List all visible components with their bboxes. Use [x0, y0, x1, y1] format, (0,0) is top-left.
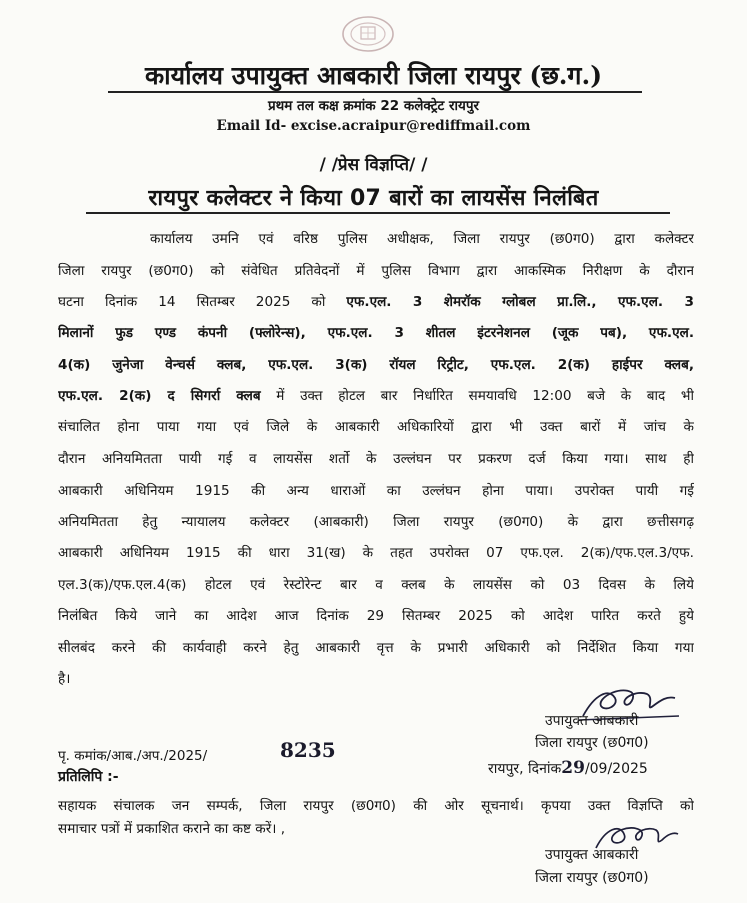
signature-2-designation: उपायुक्त आबकारी: [545, 847, 639, 863]
text-segment: आबकारी अधिनियम 1915 की अन्य धाराओं का उल्लंघन होना पाया। उपरोक्त पायी गई: [58, 483, 694, 499]
text-segment: जिला रायपुर (छ0ग0) को संवेधित प्रतिवेदनों में पुलिस विभाग द्वारा आकस्मिक निरीक्षण के दौरान: [58, 263, 694, 279]
text-segment: है।: [58, 671, 71, 687]
copy-to-label: प्रतिलिपि :-: [58, 769, 119, 785]
body-line: [58, 573, 694, 597]
body-line: [58, 604, 694, 628]
body-line: [58, 510, 694, 534]
signature-1-designation: उपायुक्त आबकारी: [545, 713, 639, 729]
body-line: [58, 384, 694, 408]
office-address: प्रथम तल कक्ष क्रमांक 22 कलेक्ट्रेट रायपुर: [267, 98, 480, 114]
headline-underline: [86, 212, 670, 214]
bold-text-segment: 4(क) जुनेजा वेन्चर्स क्लब, एफ.एल. 3(क) रॉयल रिट्रीट, एफ.एल. 2(क) हाईपर क्लब,: [58, 357, 694, 373]
text-segment: निलंबित किये जाने का आदेश आज दिनांक 29 सितम्बर 2025 को आदेश पारित करते हुये: [58, 608, 694, 624]
body-line: [58, 479, 694, 503]
text-segment: सीलबंद करने की कार्यवाही करने हेतु आबकारी वृत्त के प्रभारी अधिकारी को निर्देशित किया गया: [58, 640, 694, 656]
bold-text-segment: एफ.एल. 3 शेमरॉक ग्लोबल प्रा.लि., एफ.एल. 3: [346, 294, 694, 310]
signature-1-district: जिला रायपुर (छ0ग0): [535, 735, 649, 751]
text-segment: एल.3(क)/एफ.एल.4(क) होटल एवं रेस्टोरेन्ट बार व क्लब के लायसेंस को 03 दिवस के लिये: [58, 577, 694, 593]
handwritten-reference-number: 8235: [280, 738, 336, 762]
body-line: [58, 353, 694, 377]
body-line: [58, 447, 694, 471]
body-line: [58, 636, 694, 660]
body-line: [150, 227, 694, 251]
text-segment: में उक्त होटल बार निर्धारित समयावधि 12:00 बजे के बाद भी: [260, 388, 694, 404]
copy-line: समाचार पत्रों में प्रकाशित कराने का कष्ट करें। ,: [58, 821, 286, 837]
title-underline: [108, 91, 642, 93]
text-segment: दौरान अनियमितता पायी गई व लायसेंस शर्तो के उल्लंघन पर प्रकरण दर्ज किया गया। साथ ही: [58, 451, 694, 467]
office-title: कार्यालय उपायुक्त आबकारी जिला रायपुर (छ.ग.): [144, 61, 603, 90]
text-segment: अनियमितता हेतु न्यायालय कलेक्टर (आबकारी) जिला रायपुर (छ0ग0) के द्वारा छत्तीसगढ़: [58, 514, 694, 530]
signature-2-district: जिला रायपुर (छ0ग0): [535, 870, 649, 886]
press-release-label: / /प्रेस विज्ञप्ति/ /: [319, 155, 428, 175]
reference-number-label: पृ. कमांक/आब./अप./2025/: [58, 748, 208, 764]
signature-1-place-date: [488, 758, 648, 778]
press-headline: रायपुर कलेक्टर ने किया 07 बारों का लायसेंस निलंबित: [148, 186, 599, 211]
copy-line: सहायक संचालक जन सम्पर्क, जिला रायपुर (छ0ग0) की ओर सूचनार्थ। कृपया उक्त विज्ञप्ति को: [58, 798, 694, 814]
date-suffix: /09/2025: [584, 761, 648, 777]
body-line: [58, 259, 694, 283]
text-segment: संचालित होना पाया गया एवं जिले के आबकारी अधिकारियों द्वारा भी उक्त बारों में जांच के: [58, 419, 694, 435]
text-segment: आबकारी अधिनियम 1915 की धारा 31(ख) के तहत उपरोक्त 07 एफ.एल. 2(क)/एफ.एल.3/एफ.: [58, 545, 694, 561]
place-date-prefix: रायपुर, दिनांक: [488, 761, 562, 777]
bold-text-segment: एफ.एल. 2(क) द सिगर्रा क्लब: [58, 388, 261, 404]
office-email: Email Id- excise.acraipur@rediffmail.com: [216, 118, 531, 134]
text-segment: घटना दिनांक 14 सितम्बर 2025 को: [58, 294, 347, 310]
handwritten-day: 29: [561, 758, 585, 778]
body-line: [58, 290, 694, 314]
body-line: [58, 415, 694, 439]
body-line: [58, 321, 694, 345]
bold-text-segment: मिलानों फुड एण्ड कंपनी (फ्लोरेन्स), एफ.एल. 3 शीतल इंटरनेशनल (जूक पब), एफ.एल.: [58, 325, 694, 341]
state-emblem-icon: [340, 14, 396, 54]
text-segment: कार्यालय उमनि एवं वरिष्ठ पुलिस अधीक्षक, जिला रायपुर (छ0ग0) द्वारा कलेक्टर: [150, 231, 694, 247]
body-line: [58, 541, 694, 565]
